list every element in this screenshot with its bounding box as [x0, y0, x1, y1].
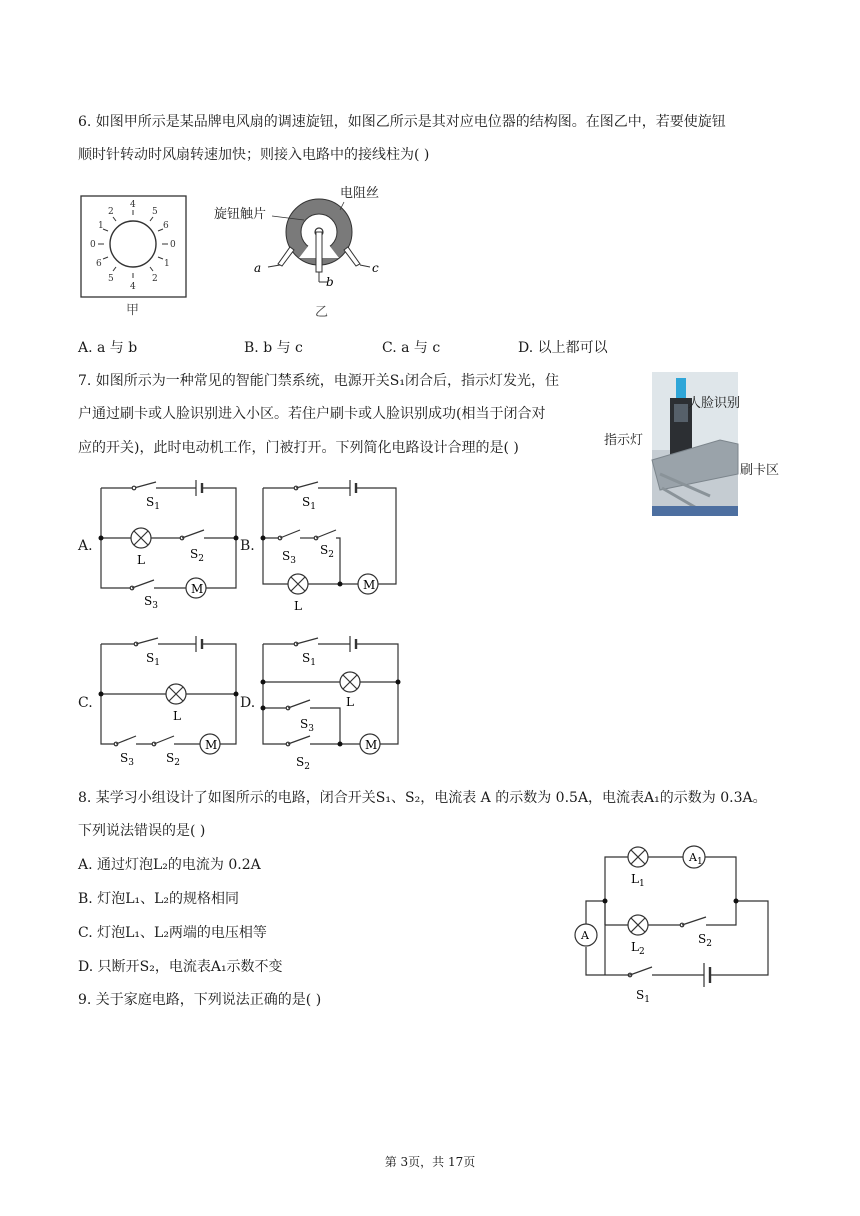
q8-option-c: C. 灯泡L₁、L₂两端的电压相等 [78, 925, 267, 941]
q8-lamp-l1: $L_1$ [631, 872, 645, 889]
q7-option-d-label: D. [240, 695, 256, 711]
label-terminal-a: a [254, 261, 262, 275]
q8-switch-s2: $S_2$ [698, 932, 712, 949]
c-s3: $S_3$ [120, 751, 134, 768]
c-s2: $S_2$ [166, 751, 180, 768]
a-motor: M [191, 582, 204, 596]
b-s1: $S_1$ [302, 495, 316, 512]
knob-mark-l1: 2 [108, 207, 114, 217]
q8-ammeter-a1: $A_1$ [689, 851, 703, 867]
knob-mark-bottom: 4 [130, 282, 136, 292]
q6-stem-line1: 6. 如图甲所示是某品牌电风扇的调速旋钮，如图乙所示是其对应电位器的结构图。在图乙中，若要使旋钮 [78, 114, 726, 130]
a-s1: $S_1$ [146, 495, 160, 512]
label-resistance-wire: 电阻丝 [340, 186, 380, 201]
q7-option-b-label: B. [240, 538, 255, 554]
q7-circuit-a [96, 474, 241, 614]
q7-circuit-d [258, 628, 403, 773]
q9-stem-line1: 9. 关于家庭电路，下列说法正确的是( ) [78, 992, 322, 1008]
knob-mark-r4: 1 [164, 259, 170, 269]
b-motor: M [363, 578, 376, 592]
a-lamp: L [137, 553, 145, 567]
knob-mark-top: 4 [130, 200, 136, 210]
label-terminal-b: b [326, 275, 334, 289]
b-lamp: L [294, 599, 302, 613]
q6-caption-jia: 甲 [126, 303, 140, 318]
q7-option-c-label: C. [78, 695, 93, 711]
q8-option-d: D. 只断开S₂，电流表A₁示数不变 [78, 959, 283, 975]
label-face-recognition: 人脸识别 [688, 396, 741, 411]
b-s2: $S_2$ [320, 543, 334, 560]
q7-stem-line3: 应的开关)，此时电动机工作，门被打开。下列简化电路设计合理的是( ) [78, 440, 519, 456]
q8-circuit [570, 845, 780, 1010]
q8-stem-line1: 8. 某学习小组设计了如图所示的电路，闭合开关S₁、S₂，电流表 A 的示数为 0.5A，电流表A₁的示数为 0.3A。 [78, 790, 767, 806]
q8-ammeter-a: A [581, 929, 589, 942]
q7-stem-line2: 户通过刷卡或人脸识别进入小区。若住户刷卡或人脸识别成功(相当于闭合对 [78, 406, 546, 422]
q6-option-c: C. a 与 c [382, 340, 441, 356]
q7-circuit-c [96, 628, 241, 768]
c-lamp: L [173, 709, 181, 723]
q7-circuit-b [258, 474, 403, 614]
q6-figure-jia [80, 195, 188, 323]
q6-stem-line2: 顺时针转动时风扇转速加快；则接入电路中的接线柱为( ) [78, 147, 430, 163]
d-lamp: L [346, 695, 354, 709]
a-s2: $S_2$ [190, 547, 204, 564]
knob-mark-l2: 1 [98, 221, 104, 231]
c-motor: M [205, 738, 218, 752]
knob-mark-r5: 2 [152, 274, 158, 284]
d-s3: $S_3$ [300, 717, 314, 734]
b-s3: $S_3$ [282, 549, 296, 566]
d-motor: M [365, 738, 378, 752]
q8-option-b: B. 灯泡L₁、L₂的规格相同 [78, 891, 240, 907]
q6-option-b: B. b 与 c [244, 340, 303, 356]
page-footer: 第 3页，共 17页 [384, 1155, 476, 1169]
q8-switch-s1: $S_1$ [636, 988, 650, 1005]
q8-option-a: A. 通过灯泡L₂的电流为 0.2A [78, 857, 261, 873]
d-s2: $S_2$ [296, 755, 310, 772]
label-terminal-c: c [372, 261, 379, 275]
q7-stem-line1: 7. 如图所示为一种常见的智能门禁系统，电源开关S₁闭合后，指示灯发光，住 [78, 373, 560, 389]
q7-option-a-label: A. [78, 538, 93, 554]
q8-stem-line2: 下列说法错误的是( ) [78, 823, 206, 839]
knob-mark-r3: 0 [170, 240, 176, 250]
a-s3: $S_3$ [144, 594, 158, 611]
q6-figure-yi [212, 180, 392, 322]
q6-option-d: D. 以上都可以 [518, 340, 608, 356]
q6-option-a: A. a 与 b [78, 340, 138, 356]
label-card-area: 刷卡区 [740, 463, 780, 478]
label-indicator: 指示灯 [604, 433, 644, 448]
knob-mark-r1: 5 [152, 207, 158, 217]
knob-mark-l4: 6 [96, 259, 102, 269]
knob-mark-l5: 5 [108, 274, 114, 284]
label-knob-contact: 旋钮触片 [214, 207, 267, 222]
d-s1: $S_1$ [302, 651, 316, 668]
knob-mark-r2: 6 [163, 221, 169, 231]
q8-lamp-l2: $L_2$ [631, 940, 645, 957]
q7-gate-photo [600, 370, 785, 518]
c-s1: $S_1$ [146, 651, 160, 668]
q6-caption-yi: 乙 [315, 305, 329, 320]
knob-mark-l3: 0 [90, 240, 96, 250]
